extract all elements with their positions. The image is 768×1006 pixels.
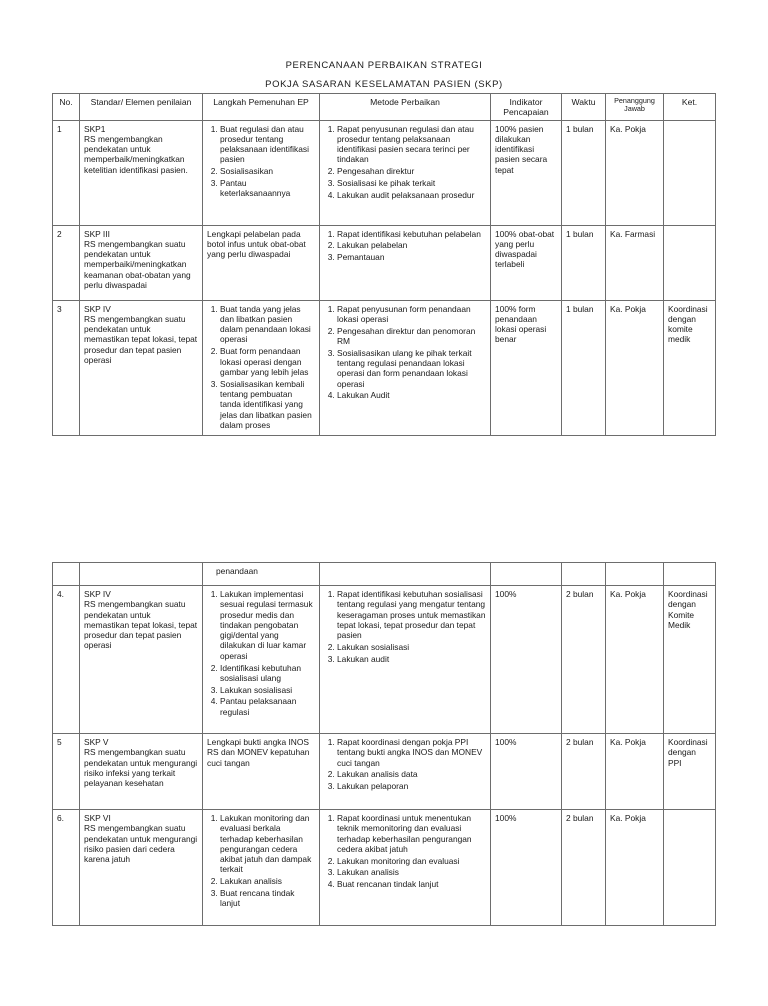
skp-code: SKP IV (84, 303, 111, 314)
metode-item: 1. Rapat koordinasi untuk menentukan teknik memonitoring dan evaluasi terhadap keberhasilan pengurangan cedera akibat jatuh (337, 813, 486, 854)
row-waktu: 1 bulan (562, 300, 606, 435)
metode-item: 4. Buat rencanan tindak lanjut (337, 879, 486, 889)
metode-item: 3. Lakukan audit (337, 654, 486, 664)
row-langkah (203, 586, 320, 734)
row-waktu: 1 bulan (562, 120, 606, 225)
plan-table-page-2 (52, 562, 716, 926)
langkah-item: 3. Sosialisasikan kembali tentang pembuatan tanda identifikasi yang jelas dan libatkan pasien dalam proses (220, 379, 315, 430)
row-ket: Koordinasi dengan PPI (664, 734, 716, 810)
skp-code: SKP IV (84, 589, 111, 599)
metode-item: 1. Rapat identifikasi kebutuhan sosialisasi tentang regulasi yang mengatur tentang keseragaman proses untuk memastikan tepat lokasi, tepat prosedur dan tepat pasien (337, 589, 486, 640)
header-langkah: Langkah Pemenuhan EP (203, 94, 320, 121)
row-pj: Ka. Pokja (606, 120, 664, 225)
metode-item: 2. Pengesahan direktur (337, 166, 486, 176)
langkah-item: 2. Lakukan analisis (220, 876, 315, 886)
header-metode: Metode Perbaikan (320, 94, 491, 121)
row-indikator: 100% (491, 810, 562, 926)
row-ket: Koordinasi dengan Komite Medik (664, 586, 716, 734)
row-waktu: 1 bulan (562, 225, 606, 300)
header-ket: Ket. (664, 94, 716, 121)
metode-item: 2. Lakukan sosialisasi (337, 642, 486, 652)
row-langkah: Lengkapi bukti angka INOS RS dan MONEV kepatuhan cuci tangan (203, 734, 320, 810)
metode-item: 3. Sosialisasikan ulang ke pihak terkait tentang regulasi penandaan lokasi operasi dan form penandaan lokasi operasi (337, 348, 486, 389)
langkah-item: 2. Buat form penandaan lokasi operasi dengan gambar yang lebih jelas (220, 346, 315, 377)
header-penanggung-jawab: Penanggung Jawab (606, 94, 664, 121)
standar-text: RS mengembangkan suatu pendekatan untuk memastikan tepat lokasi, tepat prosedur dan tepat pasien operasi (84, 599, 198, 651)
metode-item: 3. Lakukan analisis (337, 867, 486, 877)
langkah-item: 2. Sosialisasikan (220, 166, 315, 176)
table-row (53, 810, 716, 926)
metode-item: 1. Rapat penyusunan form penandaan lokasi operasi (337, 304, 486, 325)
metode-item: 1. Rapat identifikasi kebutuhan pelabelan (337, 229, 486, 239)
table-row (53, 300, 716, 435)
row-indikator: 100% (491, 734, 562, 810)
document-subtitle: POKJA SASARAN KESELAMATAN PASIEN (SKP) (265, 79, 503, 90)
header-indikator: Indikator Pencapaian (491, 94, 562, 121)
row-no: 5 (53, 734, 80, 810)
row-standar (80, 586, 203, 734)
table-row (53, 225, 716, 300)
row-pj: Ka. Pokja (606, 810, 664, 926)
skp-code: SKP VI (84, 813, 111, 823)
langkah-item: 3. Buat rencana tindak lanjut (220, 888, 315, 909)
row-ket (664, 810, 716, 926)
row-langkah (203, 120, 320, 225)
row-indikator: 100% obat-obat yang perlu diwaspadai terlabeli (491, 225, 562, 300)
row-waktu: 2 bulan (562, 810, 606, 926)
row-metode (320, 120, 491, 225)
row-ket (664, 120, 716, 225)
row-no: 6. (53, 810, 80, 926)
skp-code: SKP1 (84, 123, 106, 134)
row-metode (320, 300, 491, 435)
metode-item: 3. Pemantauan (337, 252, 486, 262)
row-no: 3 (53, 300, 80, 435)
metode-item: 2. Lakukan monitoring dan evaluasi (337, 856, 486, 866)
table-row (53, 586, 716, 734)
row-metode (320, 586, 491, 734)
langkah-item: 1. Buat tanda yang jelas dan libatkan pasien dalam penandaan lokasi operasi (220, 304, 315, 345)
row-ket: Koordinasi dengan komite medik (664, 300, 716, 435)
langkah-item: 4. Pantau pelaksanaan regulasi (220, 696, 315, 717)
row-no: 1 (53, 120, 80, 225)
row-langkah (203, 810, 320, 926)
row-langkah (203, 300, 320, 435)
langkah-item: 1. Lakukan implementasi sesuai regulasi termasuk prosedur medis dan tindakan pengobatan gigi/dental yang dilakukan di luar kamar operasi (220, 589, 315, 661)
standar-text: RS mengembangkan suatu pendekatan untuk mengurangi risiko pasien dari cedera karena jatuh (84, 823, 198, 865)
langkah-item: 2. Identifikasi kebutuhan sosialisasi ulang (220, 663, 315, 684)
table-row-continuation (53, 563, 716, 586)
skp-code: SKP V (84, 737, 109, 747)
row-metode (320, 810, 491, 926)
row-pj: Ka. Pokja (606, 734, 664, 810)
row-standar (80, 120, 203, 225)
metode-item: 3. Sosialisasi ke pihak terkait (337, 178, 486, 188)
document-title: PERENCANAAN PERBAIKAN STRATEGI (285, 60, 483, 71)
row-waktu: 2 bulan (562, 734, 606, 810)
table-row (53, 734, 716, 810)
metode-item: 2. Pengesahan direktur dan penomoran RM (337, 326, 486, 347)
row-no: 2 (53, 225, 80, 300)
row-langkah-continuation (203, 563, 320, 586)
metode-item: 4. Lakukan audit pelaksanaan prosedur (337, 190, 486, 200)
row-standar (80, 810, 203, 926)
metode-item: 2. Lakukan analisis data (337, 769, 486, 779)
row-pj: Ka. Pokja (606, 300, 664, 435)
row-metode (320, 225, 491, 300)
header-waktu: Waktu (562, 94, 606, 121)
plan-table-page-1 (52, 93, 716, 436)
row-standar (80, 734, 203, 810)
metode-item: 2. Lakukan pelabelan (337, 240, 486, 250)
metode-item: 4. Lakukan Audit (337, 390, 486, 400)
standar-text: RS mengembangkan suatu pendekatan untuk mengurangi risiko infeksi yang terkait pelayanan kesehatan (84, 747, 198, 789)
langkah-item: 3. Lakukan sosialisasi (220, 685, 315, 695)
row-metode (320, 734, 491, 810)
standar-text: RS mengembangkan suatu pendekatan untuk memperbaiki/meningkatkan keamanan obat-obatan yang perlu diwaspadai (84, 238, 191, 291)
row-standar (80, 300, 203, 435)
metode-item: 1. Rapat koordinasi dengan pokja PPI tentang bukti angka INOS dan MONEV cuci tangan (337, 737, 486, 768)
header-no: No. (53, 94, 80, 121)
skp-code: SKP III (84, 228, 110, 239)
row-indikator: 100% pasien dilakukan identifikasi pasien secara tepat (491, 120, 562, 225)
row-standar (80, 225, 203, 300)
langkah-item: 1. Lakukan monitoring dan evaluasi berkala terhadap keberhasilan pengurangan cedera akibat jatuh dan dampak terkait (220, 813, 315, 875)
row-langkah: Lengkapi pelabelan pada botol infus untuk obat-obat yang perlu diwaspadai (203, 225, 320, 300)
metode-item: 3. Lakukan pelaporan (337, 781, 486, 791)
standar-text: RS mengembangkan pendekatan untuk memperbaik/meningkatkan ketelitian identifikasi pasien. (84, 133, 188, 175)
row-indikator: 100% (491, 586, 562, 734)
row-ket (664, 225, 716, 300)
table-row (53, 120, 716, 225)
metode-item: 1. Rapat penyusunan regulasi dan atau prosedur tentang pelaksanaan identifikasi pasien secara terinci per tindakan (337, 124, 486, 165)
row-indikator: 100% form penandaan lokasi operasi benar (491, 300, 562, 435)
header-standar: Standar/ Elemen penilaian (80, 94, 203, 121)
row-pj: Ka. Farmasi (606, 225, 664, 300)
langkah-item: 3. Pantau keterlaksanaannya (220, 178, 315, 199)
row-no: 4. (53, 586, 80, 734)
standar-text: RS mengembangkan suatu pendekatan untuk memastikan tepat lokasi, tepat prosedur dan tepat pasien operasi (84, 313, 198, 366)
langkah-item: 1. Buat regulasi dan atau prosedur tentang pelaksanaan identifikasi pasien (220, 124, 315, 165)
row-pj: Ka. Pokja (606, 586, 664, 734)
row-waktu: 2 bulan (562, 586, 606, 734)
continuation-text: penandaan (216, 566, 258, 576)
